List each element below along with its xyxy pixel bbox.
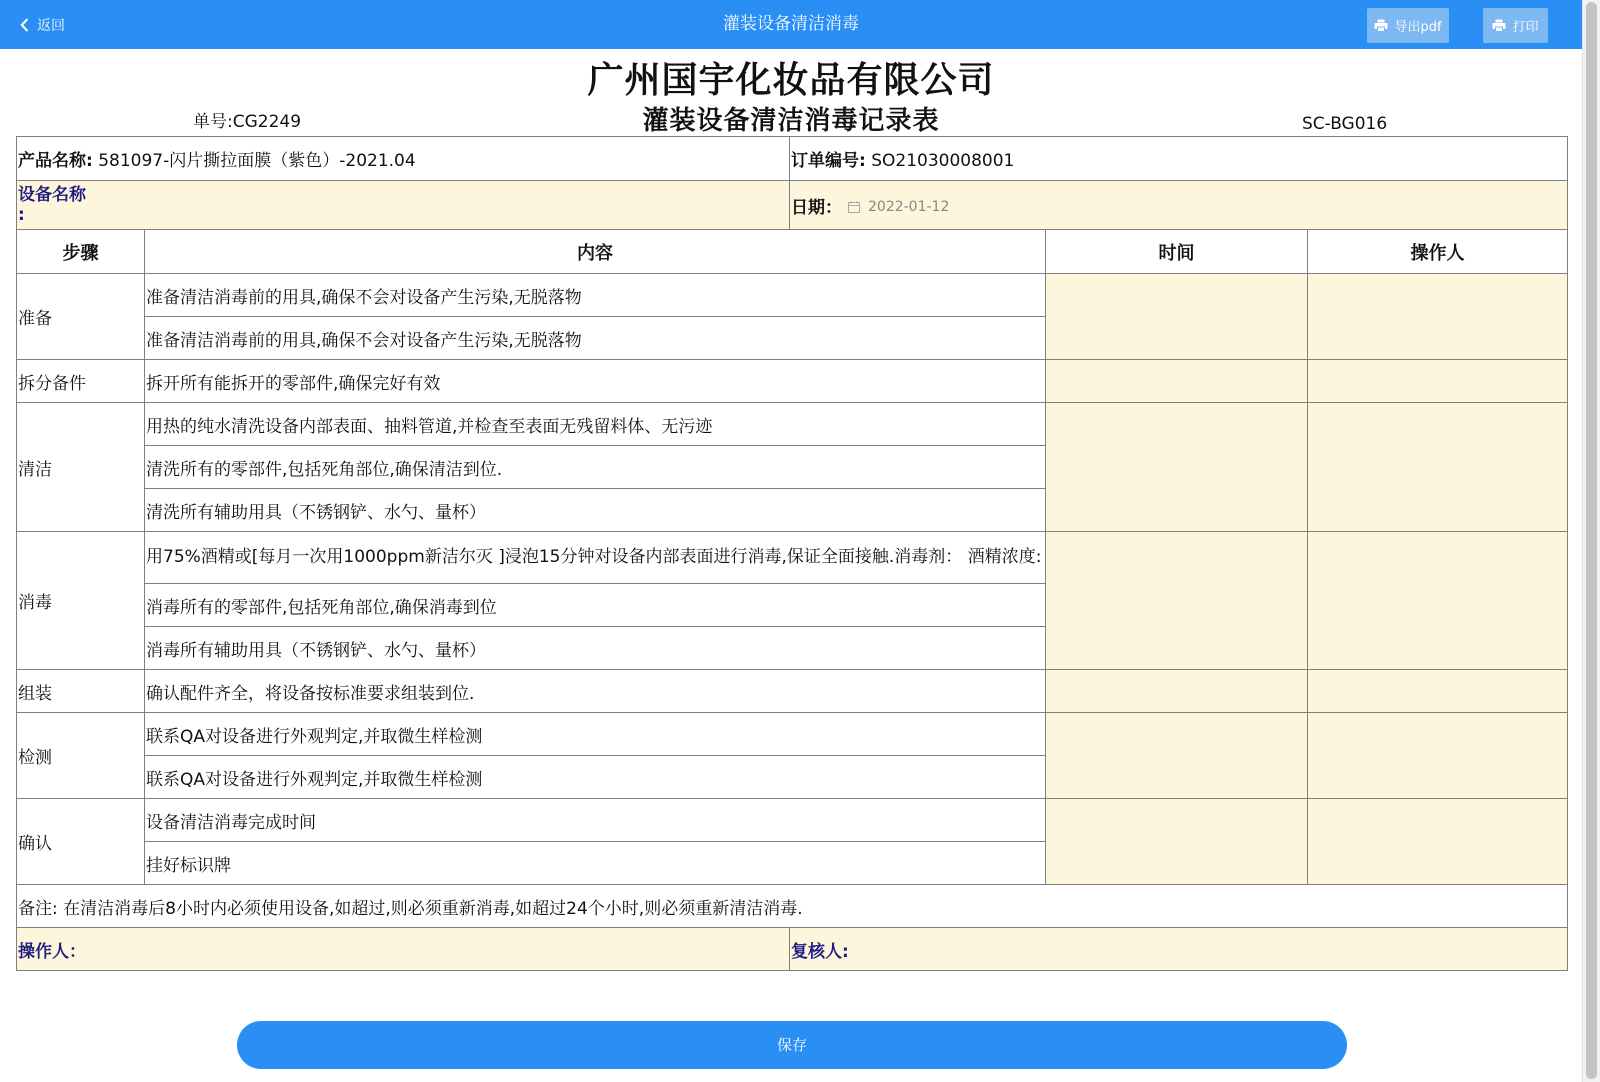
column-header-step: 步骤 (17, 230, 145, 274)
step-name: 消毒 (17, 532, 145, 670)
product-value: 581097-闪片撕拉面膜（紫色）-2021.04 (98, 151, 416, 171)
order-cell (790, 137, 1568, 181)
reviewer-signature-label: 复核人: (791, 941, 849, 962)
printer-icon (1374, 19, 1388, 32)
product-cell (17, 137, 790, 181)
step-content: 挂好标识牌 (145, 842, 1046, 885)
column-header-content: 内容 (145, 230, 1046, 274)
print-button[interactable] (1483, 8, 1548, 43)
table-header-row (17, 230, 1568, 274)
back-label: 返回 (37, 17, 65, 34)
date-picker[interactable] (848, 199, 949, 215)
operator-field[interactable] (1308, 532, 1568, 670)
step-content: 清洗所有的零部件,包括死角部位,确保清洁到位. (145, 446, 1046, 489)
scrollbar[interactable] (1582, 0, 1600, 1082)
time-field[interactable] (1046, 532, 1308, 670)
table-row (17, 713, 1568, 756)
back-button[interactable] (20, 0, 65, 49)
step-content: 清洗所有辅助用具（不锈钢铲、水勺、量杯） (145, 489, 1046, 532)
step-name: 确认 (17, 799, 145, 885)
operator-signature-field[interactable] (17, 928, 790, 971)
step-name: 组装 (17, 670, 145, 713)
form-code: SC-BG016 (1302, 114, 1388, 134)
time-field[interactable] (1046, 799, 1308, 885)
step-content: 设备清洁消毒完成时间 (145, 799, 1046, 842)
step-content: 准备清洁消毒前的用具,确保不会对设备产生污染,无脱落物 (145, 274, 1046, 317)
remark-text: 备注: 在清洁消毒后8小时内必须使用设备,如超过,则必须重新消毒,如超过24个小时,则必须重新清洁消毒. (17, 885, 1568, 928)
step-name: 拆分备件 (17, 360, 145, 403)
step-name: 检测 (17, 713, 145, 799)
step-content: 用75%酒精或[每月一次用1000ppm新洁尔灭 ]浸泡15分钟对设备内部表面进行消毒,保证全面接触.消毒剂： 酒精浓度: (145, 532, 1046, 584)
step-content: 用热的纯水清洗设备内部表面、抽料管道,并检查至表面无残留料体、无污迹 (145, 403, 1046, 446)
remark-row (17, 885, 1568, 928)
table-row (17, 532, 1568, 584)
operator-signature-label: 操作人： (18, 941, 86, 962)
product-row (17, 137, 1568, 181)
operator-field[interactable] (1308, 274, 1568, 360)
step-content: 拆开所有能拆开的零部件,确保完好有效 (145, 360, 1046, 403)
export-pdf-button[interactable] (1367, 8, 1449, 43)
reviewer-signature-field[interactable] (790, 928, 1568, 971)
table-row (17, 799, 1568, 842)
doc-number: 单号:CG2249 (193, 112, 302, 132)
table-row (17, 274, 1568, 317)
date-label: 日期： (791, 197, 842, 218)
equipment-field[interactable] (17, 181, 790, 230)
scrollbar-thumb[interactable] (1586, 2, 1597, 1079)
step-content: 联系QA对设备进行外观判定,并取微生样检测 (145, 713, 1046, 756)
step-content: 消毒所有的零部件,包括死角部位,确保消毒到位 (145, 584, 1046, 627)
date-cell (790, 181, 1568, 230)
operator-field[interactable] (1308, 403, 1568, 532)
chevron-left-icon (20, 18, 29, 32)
time-field[interactable] (1046, 274, 1308, 360)
time-field[interactable] (1046, 713, 1308, 799)
step-content: 消毒所有辅助用具（不锈钢铲、水勺、量杯） (145, 627, 1046, 670)
save-button[interactable]: 保存 (237, 1021, 1347, 1069)
time-field[interactable] (1046, 670, 1308, 713)
equipment-colon: : (18, 205, 25, 225)
operator-field[interactable] (1308, 360, 1568, 403)
order-label: 订单编号: (791, 151, 866, 171)
operator-field[interactable] (1308, 713, 1568, 799)
equipment-row (17, 181, 1568, 230)
time-field[interactable] (1046, 360, 1308, 403)
export-pdf-label: 导出pdf (1394, 20, 1442, 35)
step-name: 清洁 (17, 403, 145, 532)
column-header-time: 时间 (1046, 230, 1308, 274)
page-title: 灌装设备清洁消毒 (723, 14, 859, 34)
table-row (17, 360, 1568, 403)
step-name: 准备 (17, 274, 145, 360)
step-content: 准备清洁消毒前的用具,确保不会对设备产生污染,无脱落物 (145, 317, 1046, 360)
printer-icon (1492, 19, 1506, 32)
calendar-icon (848, 201, 860, 213)
step-content: 确认配件齐全，将设备按标准要求组装到位. (145, 670, 1046, 713)
signature-row (17, 928, 1568, 971)
time-field[interactable] (1046, 403, 1308, 532)
operator-field[interactable] (1308, 670, 1568, 713)
equipment-label: 设备名称 (18, 185, 86, 205)
step-content: 联系QA对设备进行外观判定,并取微生样检测 (145, 756, 1046, 799)
table-row (17, 403, 1568, 446)
operator-field[interactable] (1308, 799, 1568, 885)
company-name: 广州国宇化妆品有限公司 (587, 60, 995, 101)
top-bar (0, 0, 1582, 49)
product-label: 产品名称: (18, 151, 93, 171)
record-table (16, 136, 1568, 971)
column-header-operator: 操作人 (1308, 230, 1568, 274)
order-value: SO21030008001 (871, 151, 1015, 171)
date-value: 2022-01-12 (868, 198, 950, 215)
form-subtitle: 灌装设备清洁消毒记录表 (642, 106, 940, 136)
print-label: 打印 (1512, 20, 1539, 35)
table-row (17, 670, 1568, 713)
